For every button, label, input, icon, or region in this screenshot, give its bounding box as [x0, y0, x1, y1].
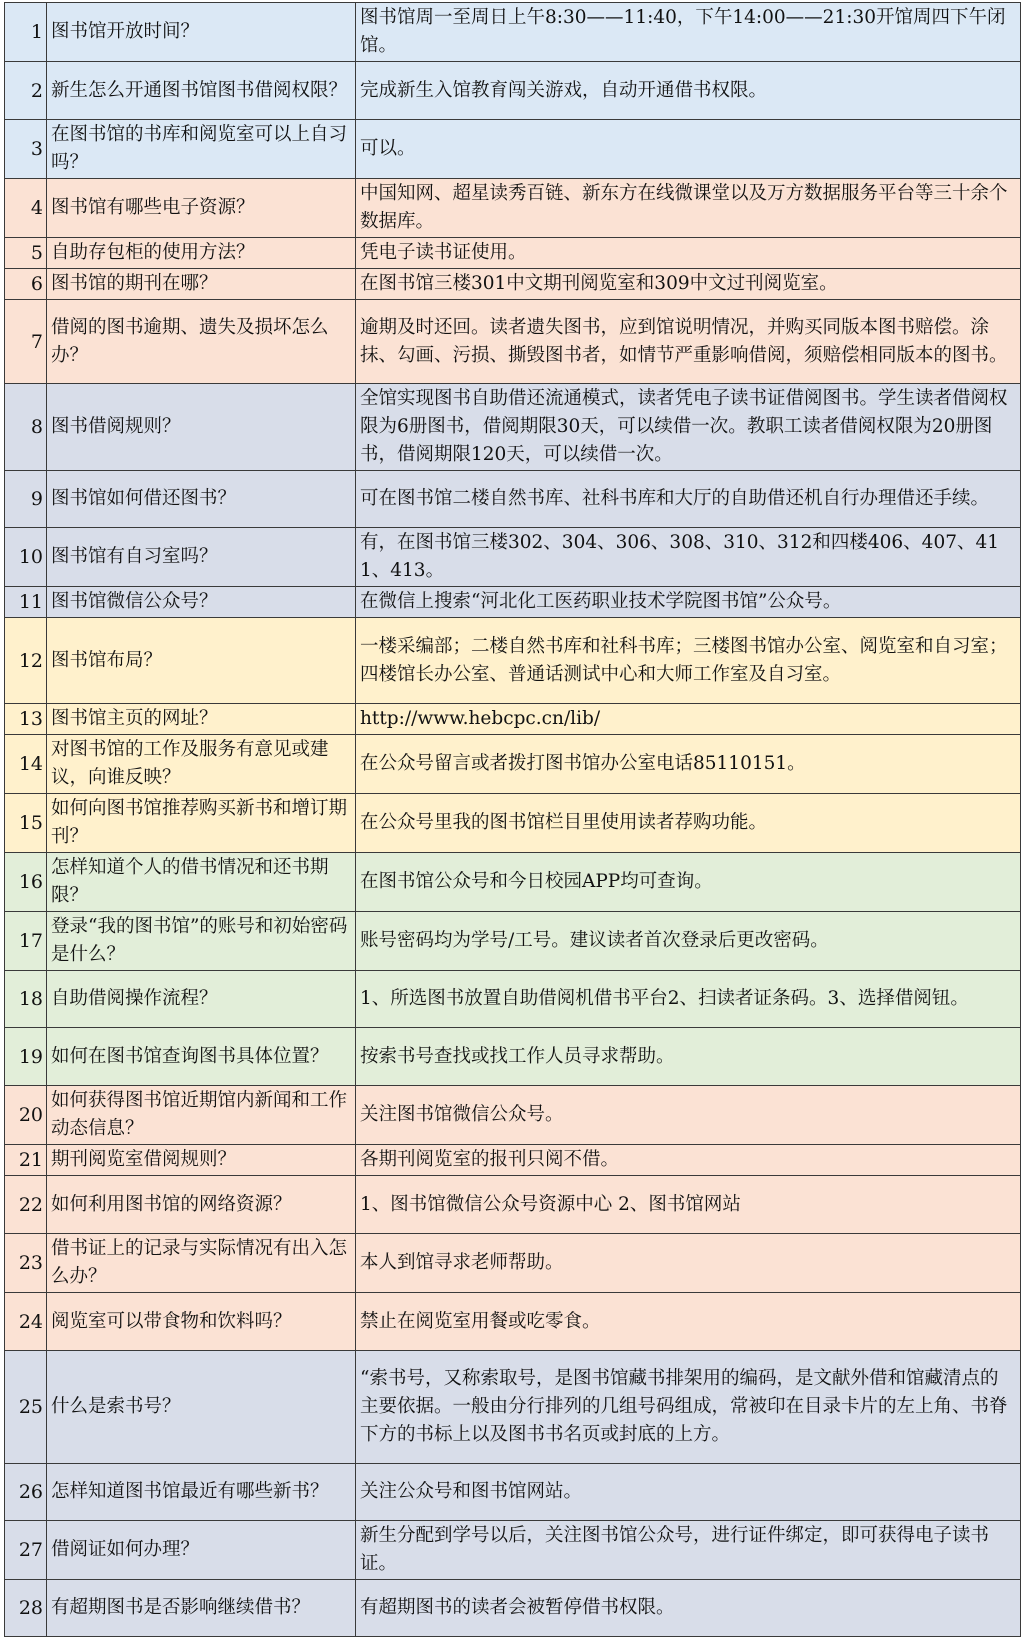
answer-cell: http://www.hebcpc.cn/lib/	[356, 704, 1021, 735]
faq-row	[5, 1580, 1021, 1637]
question-cell: 图书借阅规则？	[47, 384, 356, 471]
faq-row	[5, 471, 1021, 528]
question-cell: 登录“我的图书馆”的账号和初始密码是什么？	[47, 912, 356, 971]
question-cell: 借书证上的记录与实际情况有出入怎么办？	[47, 1234, 356, 1293]
faq-row	[5, 1145, 1021, 1176]
row-number: 28	[5, 1580, 47, 1637]
row-number: 6	[5, 269, 47, 300]
question-cell: 图书馆主页的网址？	[47, 704, 356, 735]
question-cell: 自助借阅操作流程？	[47, 971, 356, 1028]
row-number: 1	[5, 3, 47, 62]
faq-row	[5, 1351, 1021, 1464]
question-cell: 阅览室可以带食物和饮料吗？	[47, 1293, 356, 1351]
question-cell: 图书馆有自习室吗？	[47, 528, 356, 587]
faq-row	[5, 179, 1021, 238]
row-number: 10	[5, 528, 47, 587]
row-number: 22	[5, 1176, 47, 1234]
faq-row	[5, 1521, 1021, 1580]
row-number: 21	[5, 1145, 47, 1176]
faq-table	[4, 2, 1021, 1637]
faq-row	[5, 587, 1021, 618]
question-cell: 如何利用图书馆的网络资源？	[47, 1176, 356, 1234]
row-number: 15	[5, 794, 47, 853]
answer-cell: 逾期及时还回。读者遗失图书，应到馆说明情况，并购买同版本图书赔偿。涂抹、勾画、污损、撕毁图书者，如情节严重影响借阅，须赔偿相同版本的图书。	[356, 300, 1021, 384]
faq-row	[5, 1464, 1021, 1521]
question-cell: 借阅证如何办理？	[47, 1521, 356, 1580]
answer-cell: 账号密码均为学号/工号。建议读者首次登录后更改密码。	[356, 912, 1021, 971]
row-number: 4	[5, 179, 47, 238]
row-number: 14	[5, 735, 47, 794]
faq-row	[5, 1028, 1021, 1086]
question-cell: 怎样知道个人的借书情况和还书期限？	[47, 853, 356, 912]
answer-cell: 图书馆周一至周日上午8:30——11:40，下午14:00——21:30开馆周四下午闭馆。	[356, 3, 1021, 62]
question-cell: 借阅的图书逾期、遗失及损坏怎么办？	[47, 300, 356, 384]
answer-cell: 在图书馆公众号和今日校园APP均可查询。	[356, 853, 1021, 912]
question-cell: 如何在图书馆查询图书具体位置？	[47, 1028, 356, 1086]
row-number: 24	[5, 1293, 47, 1351]
faq-row	[5, 912, 1021, 971]
answer-cell: 按索书号查找或找工作人员寻求帮助。	[356, 1028, 1021, 1086]
row-number: 13	[5, 704, 47, 735]
question-cell: 图书馆开放时间？	[47, 3, 356, 62]
question-cell: 图书馆微信公众号？	[47, 587, 356, 618]
question-cell: 有超期图书是否影响继续借书？	[47, 1580, 356, 1637]
question-cell: 对图书馆的工作及服务有意见或建议，向谁反映？	[47, 735, 356, 794]
row-number: 23	[5, 1234, 47, 1293]
row-number: 27	[5, 1521, 47, 1580]
answer-cell: 在图书馆三楼301中文期刊阅览室和309中文过刊阅览室。	[356, 269, 1021, 300]
answer-cell: 禁止在阅览室用餐或吃零食。	[356, 1293, 1021, 1351]
answer-cell: 在微信上搜索“河北化工医药职业技术学院图书馆”公众号。	[356, 587, 1021, 618]
answer-cell: 可在图书馆二楼自然书库、社科书库和大厅的自助借还机自行办理借还手续。	[356, 471, 1021, 528]
row-number: 26	[5, 1464, 47, 1521]
answer-cell: 有，在图书馆三楼302、304、306、308、310、312和四楼406、407、411、413。	[356, 528, 1021, 587]
faq-row	[5, 384, 1021, 471]
row-number: 17	[5, 912, 47, 971]
row-number: 2	[5, 62, 47, 120]
answer-cell: 在公众号留言或者拨打图书馆办公室电话85110151。	[356, 735, 1021, 794]
question-cell: 在图书馆的书库和阅览室可以上自习吗？	[47, 120, 356, 179]
faq-row	[5, 269, 1021, 300]
question-cell: 图书馆的期刊在哪？	[47, 269, 356, 300]
answer-cell: 关注公众号和图书馆网站。	[356, 1464, 1021, 1521]
row-number: 19	[5, 1028, 47, 1086]
question-cell: 自助存包柜的使用方法？	[47, 238, 356, 269]
row-number: 9	[5, 471, 47, 528]
answer-cell: 全馆实现图书自助借还流通模式，读者凭电子读书证借阅图书。学生读者借阅权限为6册图书，借阅期限30天，可以续借一次。教职工读者借阅权限为20册图书，借阅期限120天，可以续借一次。	[356, 384, 1021, 471]
question-cell: 如何向图书馆推荐购买新书和增订期刊？	[47, 794, 356, 853]
faq-row	[5, 704, 1021, 735]
answer-cell: 完成新生入馆教育闯关游戏，自动开通借书权限。	[356, 62, 1021, 120]
answer-cell: 一楼采编部；二楼自然书库和社科书库；三楼图书馆办公室、阅览室和自习室；四楼馆长办公室、普通话测试中心和大师工作室及自习室。	[356, 618, 1021, 704]
answer-cell: 在公众号里我的图书馆栏目里使用读者荐购功能。	[356, 794, 1021, 853]
answer-cell: 可以。	[356, 120, 1021, 179]
faq-row	[5, 853, 1021, 912]
answer-cell: 中国知网、超星读秀百链、新东方在线微课堂以及万方数据服务平台等三十余个数据库。	[356, 179, 1021, 238]
answer-cell: 1、图书馆微信公众号资源中心 2、图书馆网站	[356, 1176, 1021, 1234]
faq-row	[5, 1176, 1021, 1234]
faq-row	[5, 238, 1021, 269]
faq-row	[5, 62, 1021, 120]
row-number: 16	[5, 853, 47, 912]
faq-row	[5, 528, 1021, 587]
row-number: 5	[5, 238, 47, 269]
faq-row	[5, 1293, 1021, 1351]
faq-row	[5, 1086, 1021, 1145]
faq-row	[5, 794, 1021, 853]
faq-row	[5, 3, 1021, 62]
row-number: 18	[5, 971, 47, 1028]
faq-row	[5, 1234, 1021, 1293]
question-cell: 图书馆如何借还图书？	[47, 471, 356, 528]
answer-cell: “索书号，又称索取号，是图书馆藏书排架用的编码，是文献外借和馆藏清点的主要依据。一般由分行排列的几组号码组成，常被印在目录卡片的左上角、书脊下方的书标上以及图书书名页或封底的上方。	[356, 1351, 1021, 1464]
question-cell: 怎样知道图书馆最近有哪些新书？	[47, 1464, 356, 1521]
answer-cell: 新生分配到学号以后，关注图书馆公众号，进行证件绑定，即可获得电子读书证。	[356, 1521, 1021, 1580]
row-number: 7	[5, 300, 47, 384]
answer-cell: 关注图书馆微信公众号。	[356, 1086, 1021, 1145]
answer-cell: 1、所选图书放置自助借阅机借书平台2、扫读者证条码。3、选择借阅钮。	[356, 971, 1021, 1028]
row-number: 8	[5, 384, 47, 471]
row-number: 20	[5, 1086, 47, 1145]
faq-table-body	[5, 3, 1021, 1637]
question-cell: 图书馆布局？	[47, 618, 356, 704]
answer-cell: 有超期图书的读者会被暂停借书权限。	[356, 1580, 1021, 1637]
answer-cell: 本人到馆寻求老师帮助。	[356, 1234, 1021, 1293]
faq-row	[5, 735, 1021, 794]
row-number: 12	[5, 618, 47, 704]
answer-cell: 各期刊阅览室的报刊只阅不借。	[356, 1145, 1021, 1176]
answer-cell: 凭电子读书证使用。	[356, 238, 1021, 269]
question-cell: 期刊阅览室借阅规则？	[47, 1145, 356, 1176]
row-number: 25	[5, 1351, 47, 1464]
faq-row	[5, 618, 1021, 704]
row-number: 11	[5, 587, 47, 618]
question-cell: 新生怎么开通图书馆图书借阅权限？	[47, 62, 356, 120]
row-number: 3	[5, 120, 47, 179]
question-cell: 什么是索书号？	[47, 1351, 356, 1464]
question-cell: 如何获得图书馆近期馆内新闻和工作动态信息？	[47, 1086, 356, 1145]
faq-row	[5, 971, 1021, 1028]
question-cell: 图书馆有哪些电子资源？	[47, 179, 356, 238]
faq-row	[5, 120, 1021, 179]
faq-row	[5, 300, 1021, 384]
